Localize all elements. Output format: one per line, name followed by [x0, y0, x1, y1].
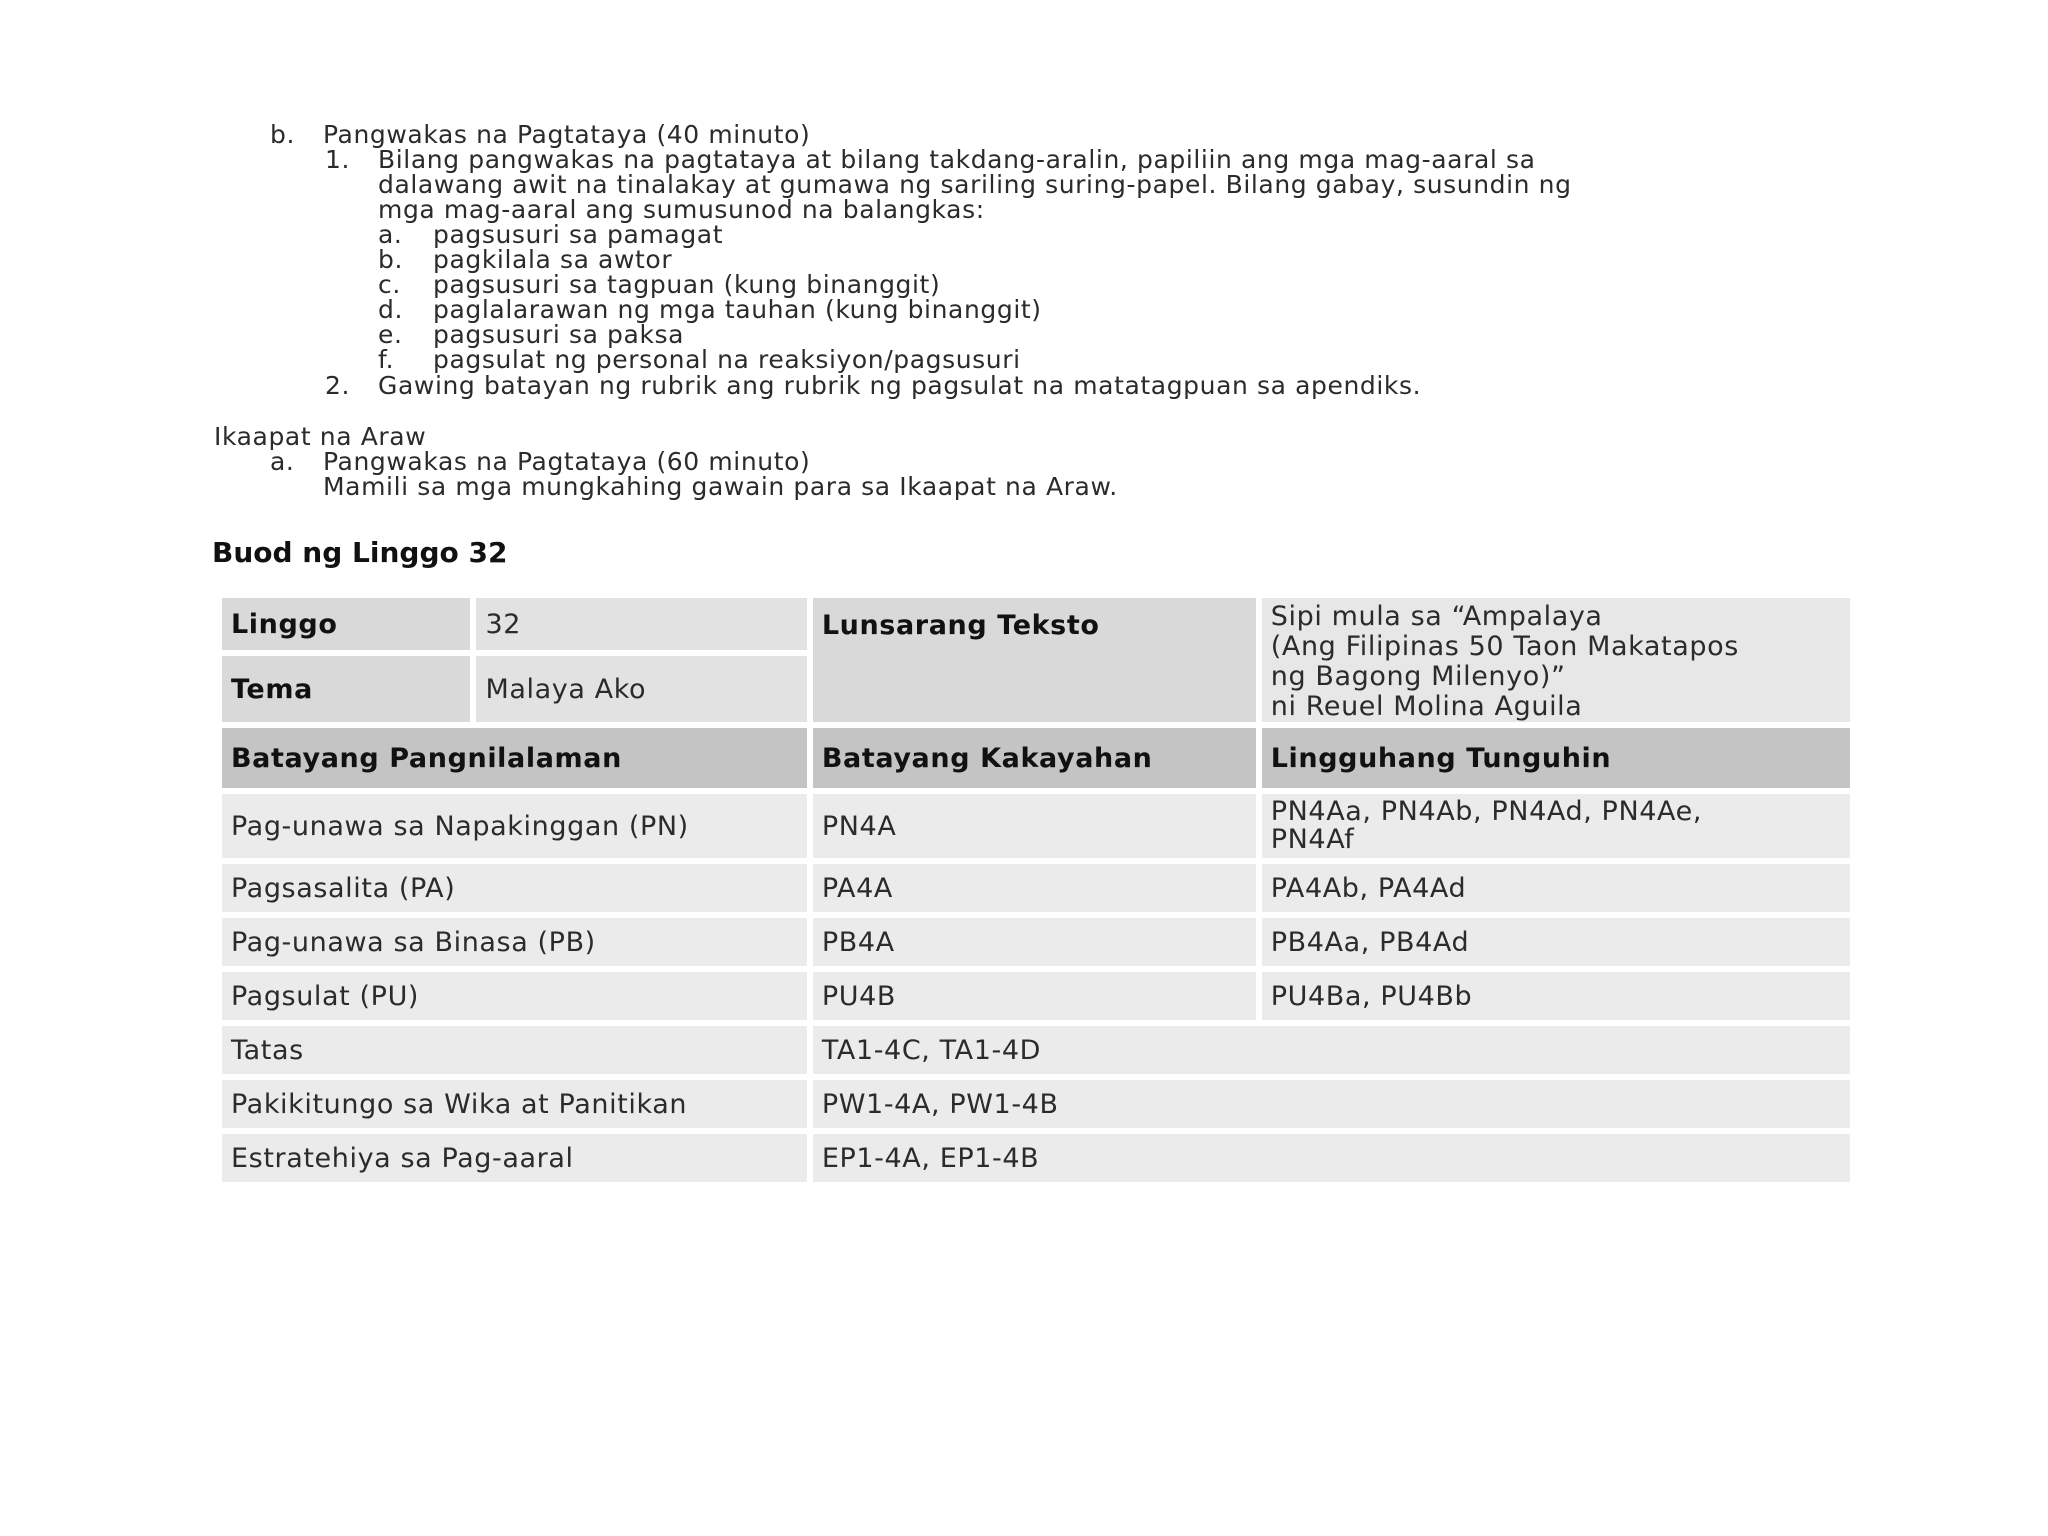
- tunguhin-cell: PB4Aa, PB4Ad: [1262, 918, 1850, 966]
- tunguhin-line: PN4Af: [1270, 824, 1355, 855]
- table-row: [222, 1134, 1850, 1182]
- item-1-line-2: dalawang awit na tinalakay at gumawa ng sariling suring-papel. Bilang gabay, susundin ng: [378, 170, 1572, 199]
- kakayahan-cell: EP1-4A, EP1-4B: [813, 1134, 1850, 1182]
- item-1-line-1: [325, 147, 1536, 172]
- tunguhin-cell: [1262, 794, 1850, 858]
- subitem-marker: d.: [378, 295, 404, 324]
- subitem-f: [378, 347, 1021, 372]
- lunsarang-teksto-value: [1262, 598, 1850, 722]
- item-1-marker: 1.: [325, 145, 351, 174]
- ikaapat-a-text: Mamili sa mga mungkahing gawain para sa Ikaapat na Araw.: [323, 472, 1118, 501]
- section-b-marker: b.: [270, 120, 296, 149]
- subitem-a: [378, 222, 723, 247]
- table-row: [222, 918, 1850, 966]
- subitem-marker: b.: [378, 245, 404, 274]
- sipi-line: (Ang Filipinas 50 Taon Makatapos: [1270, 631, 1739, 662]
- pangnilalaman-cell: Pagsasalita (PA): [222, 864, 807, 912]
- column-header-kakayahan: Batayang Kakayahan: [813, 728, 1256, 788]
- subitem-marker: f.: [378, 345, 395, 374]
- buod-heading: Buod ng Linggo 32: [212, 536, 508, 569]
- kakayahan-cell: PU4B: [813, 972, 1256, 1020]
- table-row: [222, 864, 1850, 912]
- kakayahan-cell: PN4A: [813, 794, 1256, 858]
- table-row: [222, 1080, 1850, 1128]
- subitem-d: [378, 297, 1042, 322]
- ikaapat-title: Ikaapat na Araw: [214, 422, 427, 451]
- subitem-e: [378, 322, 684, 347]
- sipi-line: ng Bagong Milenyo)”: [1270, 661, 1566, 692]
- subitem-text: pagkilala sa awtor: [433, 245, 673, 274]
- ikaapat-a-marker: a.: [270, 447, 295, 476]
- item-2-text: Gawing batayan ng rubrik ang rubrik ng pagsulat na matatagpuan sa apendiks.: [378, 371, 1422, 400]
- subitem-marker: a.: [378, 220, 403, 249]
- table-header-row: [222, 728, 1850, 788]
- table-row: [222, 598, 1850, 650]
- column-header-pangnilalaman: Batayang Pangnilalaman: [222, 728, 807, 788]
- linggo-label: Linggo: [222, 598, 470, 650]
- buod-table: [216, 592, 1856, 1188]
- item-2-marker: 2.: [325, 371, 351, 400]
- lunsarang-teksto-label: Lunsarang Teksto: [813, 598, 1256, 722]
- tunguhin-line: PN4Aa, PN4Ab, PN4Ad, PN4Ae,: [1270, 796, 1703, 827]
- table-row: [222, 1026, 1850, 1074]
- pangnilalaman-cell: Tatas: [222, 1026, 807, 1074]
- pangnilalaman-cell: Pagsulat (PU): [222, 972, 807, 1020]
- ikaapat-a-title: Pangwakas na Pagtataya (60 minuto): [323, 447, 811, 476]
- subitem-marker: e.: [378, 320, 403, 349]
- table-row: [222, 794, 1850, 858]
- kakayahan-cell: TA1-4C, TA1-4D: [813, 1026, 1850, 1074]
- item-1-line-3: mga mag-aaral ang sumusunod na balangkas:: [378, 195, 985, 224]
- tema-value: Malaya Ako: [476, 656, 806, 722]
- pangnilalaman-cell: Pag-unawa sa Napakinggan (PN): [222, 794, 807, 858]
- pangnilalaman-cell: Pag-unawa sa Binasa (PB): [222, 918, 807, 966]
- subitem-c: [378, 272, 940, 297]
- subitem-text: pagsulat ng personal na reaksiyon/pagsusuri: [433, 345, 1021, 374]
- sipi-line: Sipi mula sa “Ampalaya: [1270, 601, 1603, 632]
- subitem-b: [378, 247, 672, 272]
- section-b-title-text: Pangwakas na Pagtataya (40 minuto): [323, 120, 811, 149]
- subitem-text: pagsusuri sa tagpuan (kung binanggit): [433, 270, 941, 299]
- tema-label: Tema: [222, 656, 470, 722]
- subitem-text: paglalarawan ng mga tauhan (kung binanggit): [433, 295, 1042, 324]
- table-row: [222, 972, 1850, 1020]
- section-b-title: [270, 122, 810, 147]
- tunguhin-cell: PA4Ab, PA4Ad: [1262, 864, 1850, 912]
- kakayahan-cell: PB4A: [813, 918, 1256, 966]
- tunguhin-cell: PU4Ba, PU4Bb: [1262, 972, 1850, 1020]
- linggo-value: 32: [476, 598, 806, 650]
- pangnilalaman-cell: Estratehiya sa Pag-aaral: [222, 1134, 807, 1182]
- subitem-marker: c.: [378, 270, 401, 299]
- subitem-text: pagsusuri sa paksa: [433, 320, 685, 349]
- pangnilalaman-cell: Pakikitungo sa Wika at Panitikan: [222, 1080, 807, 1128]
- subitem-text: pagsusuri sa pamagat: [433, 220, 724, 249]
- kakayahan-cell: PA4A: [813, 864, 1256, 912]
- column-header-tunguhin: Lingguhang Tunguhin: [1262, 728, 1850, 788]
- sipi-line: ni Reuel Molina Aguila: [1270, 691, 1583, 722]
- item-1-text-1: Bilang pangwakas na pagtataya at bilang takdang-aralin, papiliin ang mga mag-aaral sa: [378, 145, 1536, 174]
- ikaapat-a: [270, 449, 810, 474]
- item-2: [325, 373, 1421, 398]
- kakayahan-cell: PW1-4A, PW1-4B: [813, 1080, 1850, 1128]
